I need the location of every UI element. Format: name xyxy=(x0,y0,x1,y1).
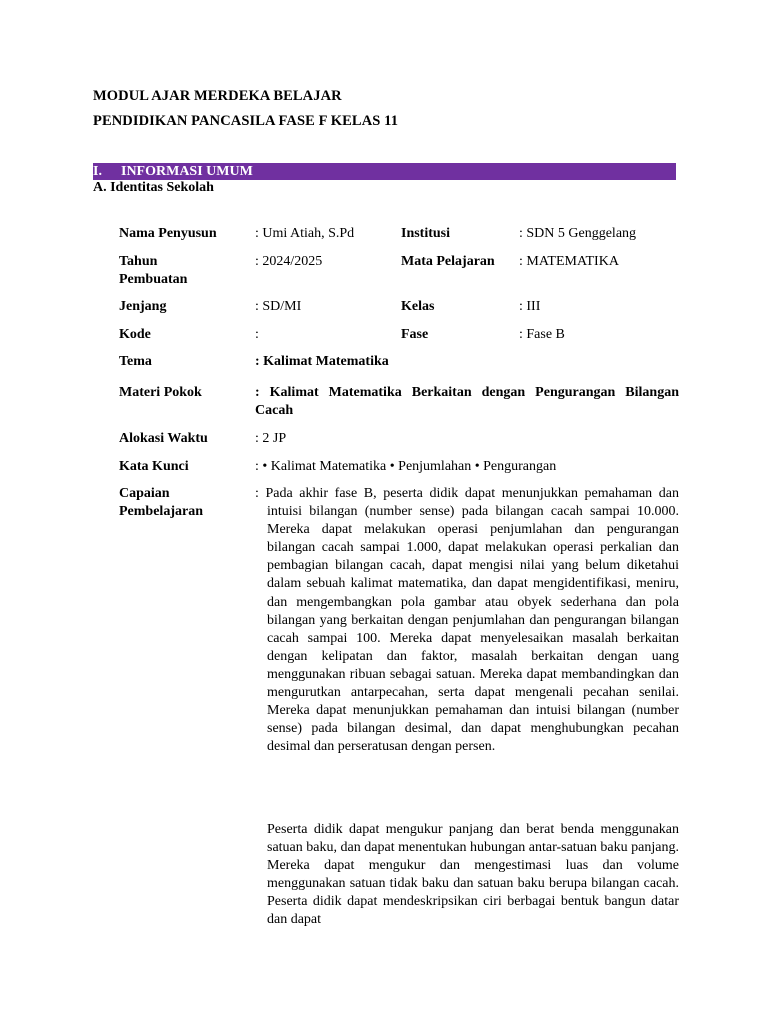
label-fase: Fase xyxy=(401,327,429,342)
label-alokasi-waktu: Alokasi Waktu xyxy=(119,431,208,446)
value-tema: : Kalimat Matematika xyxy=(255,354,389,369)
value-materi-pokok: : Kalimat Matematika Berkaitan dengan Pengurangan Bilangan Cacah xyxy=(255,385,679,418)
label-capaian-pembelajaran xyxy=(119,485,249,521)
value-institusi: : SDN 5 Genggelang xyxy=(519,226,637,241)
document-title: MODUL AJAR MERDEKA BELAJAR xyxy=(93,88,342,104)
label-tema: Tema xyxy=(119,354,152,369)
value-nama-penyusun: : Umi Atiah, S.Pd xyxy=(255,226,355,241)
capaian-paragraph-2-text: Peserta didik dapat mengukur panjang dan berat benda menggunakan satuan baku, dan dapat menentukan hubungan antar-satuan baku panjang. Mereka dapat mengukur dan mengestimasi luas dan volume menggunakan satuan tidak baku dan satuan baku berupa bilangan cacah. Peserta didik dapat mendeskripsikan ciri berbagai bentuk bangun datar dan dapat xyxy=(267,822,679,928)
value-kode: : xyxy=(255,327,259,342)
label-tahun-line1: Tahun xyxy=(119,254,158,269)
capaian-paragraph-1-text: : Pada akhir fase B, peserta didik dapat menunjukkan pemahaman dan intuisi bilangan (number sense) pada bilangan cacah sampai 10.000. Mereka dapat melakukan operasi penjumlahan dan pengurangan bilangan cacah sampai 1.000, dapat melakukan operasi perkalian dan pembagian bilangan cacah, dapat mengisi nilai yang belum diketahui dalam sebuah kalimat matematika, dan dapat mengidentifikasi, meniru, dan mengembangkan pola gambar atau obyek sederhana dan pola bilangan yang berkaitan dengan penjumlahan dan pengurangan bilangan cacah sampai 100. Mereka dapat menyelesaikan masalah berkaitan dengan kelipatan dan faktor, masalah berkaitan dengan uang menggunakan ribuan sebagai satuan. Mereka dapat membandingkan dan mengurutkan antarpecahan, serta dapat mengenali pecahan senilai. Mereka dapat menunjukkan pemahaman dan intuisi bilangan (number sense) pada bilangan desimal, dan dapat menghubungkan pecahan desimal dan perseratusan dengan persen. xyxy=(255,486,679,755)
capaian-paragraph-1 xyxy=(255,485,679,756)
subsection-title: A. Identitas Sekolah xyxy=(93,180,214,195)
label-capaian-line2: Pembelajaran xyxy=(119,504,203,519)
value-jenjang: : SD/MI xyxy=(255,299,302,314)
label-kode: Kode xyxy=(119,327,151,342)
section-header-informasi-umum xyxy=(93,163,676,180)
value-kata-kunci: : • Kalimat Matematika • Penjumlahan • Pengurangan xyxy=(255,459,557,474)
value-tahun-pembuatan: : 2024/2025 xyxy=(255,254,323,269)
label-kata-kunci: Kata Kunci xyxy=(119,459,189,474)
label-mata-pelajaran: Mata Pelajaran xyxy=(401,254,495,269)
label-jenjang: Jenjang xyxy=(119,299,167,314)
label-capaian-line1: Capaian xyxy=(119,486,170,501)
section-number: I. xyxy=(93,164,102,179)
label-institusi: Institusi xyxy=(401,226,451,241)
label-nama-penyusun: Nama Penyusun xyxy=(119,226,217,241)
section-title: INFORMASI UMUM xyxy=(121,164,253,179)
value-alokasi-waktu: : 2 JP xyxy=(255,431,287,446)
document-subtitle: PENDIDIKAN PANCASILA FASE F KELAS 11 xyxy=(93,113,399,129)
label-kelas: Kelas xyxy=(401,299,435,314)
capaian-paragraph-2 xyxy=(255,821,679,930)
value-fase: : Fase B xyxy=(519,327,565,342)
label-materi-pokok: Materi Pokok xyxy=(119,385,202,400)
label-tahun-line2: Pembuatan xyxy=(119,272,188,287)
value-mata-pelajaran: : MATEMATIKA xyxy=(519,254,619,269)
value-kelas: : III xyxy=(519,299,541,314)
label-tahun-pembuatan xyxy=(119,253,249,289)
